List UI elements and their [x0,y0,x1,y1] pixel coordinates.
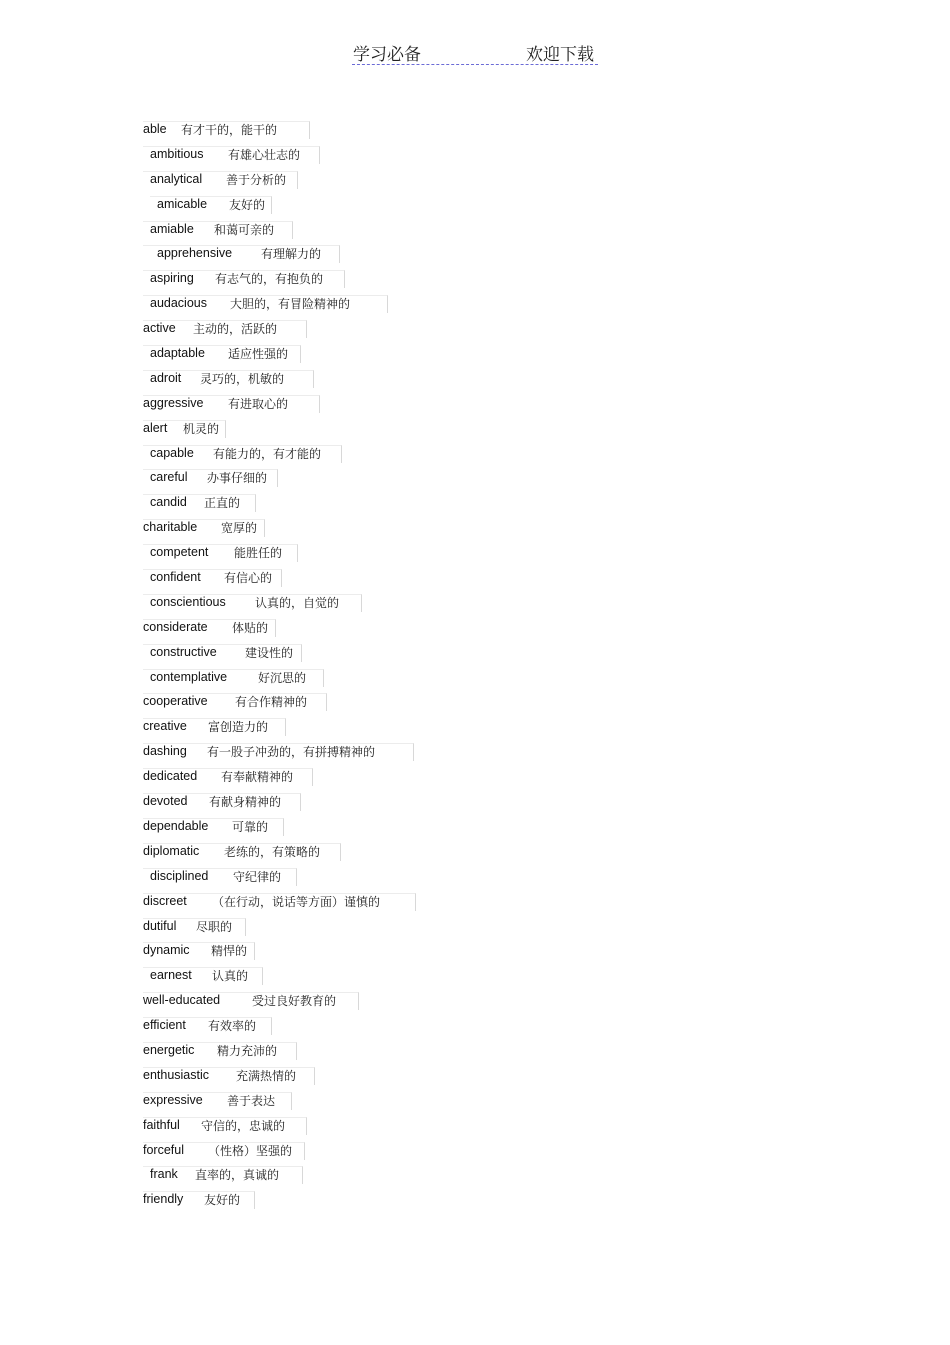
chinese-meaning: 有志气的，有抱负的 [215,272,324,287]
vocab-row [0,714,950,739]
english-word: earnest [150,968,192,983]
english-word: contemplative [150,669,228,684]
chinese-meaning: 机灵的 [183,421,220,436]
chinese-meaning: 能胜任的 [234,546,283,561]
vocab-row [0,590,950,615]
english-word: adaptable [150,346,205,361]
chinese-meaning: 办事仔细的 [207,471,268,486]
chinese-meaning: 精力充沛的 [217,1043,278,1058]
vocab-row [0,988,950,1013]
chinese-meaning: 好沉思的 [258,670,307,685]
english-word: confident [150,570,201,585]
english-word: dedicated [143,769,198,784]
english-word: competent [150,545,209,560]
english-word: ambitious [150,146,204,161]
english-word: constructive [150,644,217,659]
vocab-row [0,540,950,565]
chinese-meaning: 善于表达 [227,1093,276,1108]
vocab-row [0,814,950,839]
english-word: aspiring [150,271,194,286]
chinese-meaning: 充满热情的 [236,1068,297,1083]
vocab-row [0,291,950,316]
chinese-meaning: 守纪律的 [233,869,282,884]
english-word: candid [150,495,187,510]
chinese-meaning: 守信的，忠诚的 [201,1118,286,1133]
chinese-meaning: 有雄心壮志的 [228,147,301,162]
english-word: amiable [150,221,194,236]
chinese-meaning: （在行动，说话等方面）谨慎的 [212,894,381,909]
vocab-row [0,914,950,939]
english-word: careful [150,470,188,485]
header-left-text: 学习必备 [353,45,421,65]
vocab-row [0,938,950,963]
vocab-row [0,963,950,988]
english-word: dependable [143,818,209,833]
vocab-row [0,839,950,864]
vocab-row [0,266,950,291]
english-word: adroit [150,370,182,385]
english-word: conscientious [150,594,226,609]
english-word: active [143,321,176,336]
chinese-meaning: 有进取心的 [228,396,289,411]
vocab-row [0,167,950,192]
chinese-meaning: 精悍的 [211,944,248,959]
english-word: alert [143,420,168,435]
english-word: creative [143,719,187,734]
chinese-meaning: 直率的，真诚的 [195,1168,280,1183]
vocab-row [0,1113,950,1138]
vocab-row [0,490,950,515]
chinese-meaning: 适应性强的 [228,347,289,362]
english-word: capable [150,445,194,460]
header-right-text: 欢迎下载 [526,45,594,65]
english-word: dynamic [143,943,190,958]
vocab-row [0,665,950,690]
chinese-meaning: 有奉献精神的 [221,770,294,785]
english-word: analytical [150,171,203,186]
english-word: discreet [143,893,187,908]
vocab-row [0,864,950,889]
vocab-row [0,465,950,490]
vocab-row [0,117,950,142]
vocab-row [0,1013,950,1038]
vocab-row [0,565,950,590]
chinese-meaning: （性格）坚强的 [208,1143,293,1158]
vocab-row [0,341,950,366]
vocab-row [0,615,950,640]
chinese-meaning: 有效率的 [208,1019,257,1034]
chinese-meaning: 正直的 [204,496,241,511]
vocab-row [0,1088,950,1113]
english-word: faithful [143,1117,180,1132]
english-word: disciplined [150,868,209,883]
english-word: diplomatic [143,843,200,858]
vocab-row [0,1063,950,1088]
chinese-meaning: 有能力的，有才能的 [213,446,322,461]
chinese-meaning: 认真的，自觉的 [255,595,340,610]
chinese-meaning: 有才干的，能干的 [181,123,278,137]
english-word: friendly [143,1192,184,1207]
vocab-row [0,1038,950,1063]
vocabulary-list [0,117,950,1212]
vocab-row [0,192,950,217]
chinese-meaning: 宽厚的 [221,521,258,536]
chinese-meaning: 友好的 [229,197,266,212]
chinese-meaning: 受过良好教育的 [252,994,337,1009]
chinese-meaning: 认真的 [212,969,249,984]
english-word: well-educated [143,993,221,1008]
english-word: dutiful [143,918,177,933]
chinese-meaning: 尽职的 [196,919,233,934]
english-word: devoted [143,794,188,809]
vocab-row [0,316,950,341]
vocab-row [0,764,950,789]
vocab-row [0,1187,950,1212]
english-word: enthusiastic [143,1067,210,1082]
chinese-meaning: 友好的 [204,1193,241,1208]
vocab-row [0,416,950,441]
chinese-meaning: 善于分析的 [226,172,287,187]
vocab-row [0,217,950,242]
page-header [352,40,598,65]
vocab-row [0,739,950,764]
vocab-row [0,241,950,266]
chinese-meaning: 富创造力的 [208,720,269,735]
vocab-row [0,391,950,416]
chinese-meaning: 建设性的 [245,645,294,660]
vocab-row [0,515,950,540]
chinese-meaning: 大胆的，有冒险精神的 [230,297,351,312]
vocab-row [0,441,950,466]
english-word: amicable [157,196,208,211]
vocab-row [0,789,950,814]
english-word: dashing [143,744,187,759]
english-word: efficient [143,1018,186,1033]
vocab-row [0,1162,950,1187]
english-word: forceful [143,1142,184,1157]
chinese-meaning: 有信心的 [224,571,273,586]
english-word: energetic [143,1042,195,1057]
english-word: aggressive [143,395,204,410]
vocab-row [0,889,950,914]
vocab-row [0,366,950,391]
chinese-meaning: 有献身精神的 [209,795,282,810]
english-word: audacious [150,296,207,311]
vocab-row [0,142,950,167]
chinese-meaning: 有理解力的 [261,247,322,262]
chinese-meaning: 灵巧的，机敏的 [200,371,285,386]
english-word: cooperative [143,694,208,709]
chinese-meaning: 有合作精神的 [235,695,308,710]
english-word: expressive [143,1092,203,1107]
english-word: able [143,122,167,136]
chinese-meaning: 和蔼可亲的 [214,222,275,237]
chinese-meaning: 有一股子冲劲的，有拼搏精神的 [207,745,376,760]
chinese-meaning: 主动的，活跃的 [193,322,278,337]
vocab-row [0,689,950,714]
english-word: considerate [143,619,208,634]
english-word: apprehensive [157,246,233,261]
chinese-meaning: 老练的，有策略的 [224,844,321,859]
chinese-meaning: 可靠的 [232,819,269,834]
vocab-row [0,640,950,665]
chinese-meaning: 体贴的 [232,620,269,635]
english-word: frank [150,1167,178,1182]
vocab-row [0,1138,950,1163]
english-word: charitable [143,520,198,535]
